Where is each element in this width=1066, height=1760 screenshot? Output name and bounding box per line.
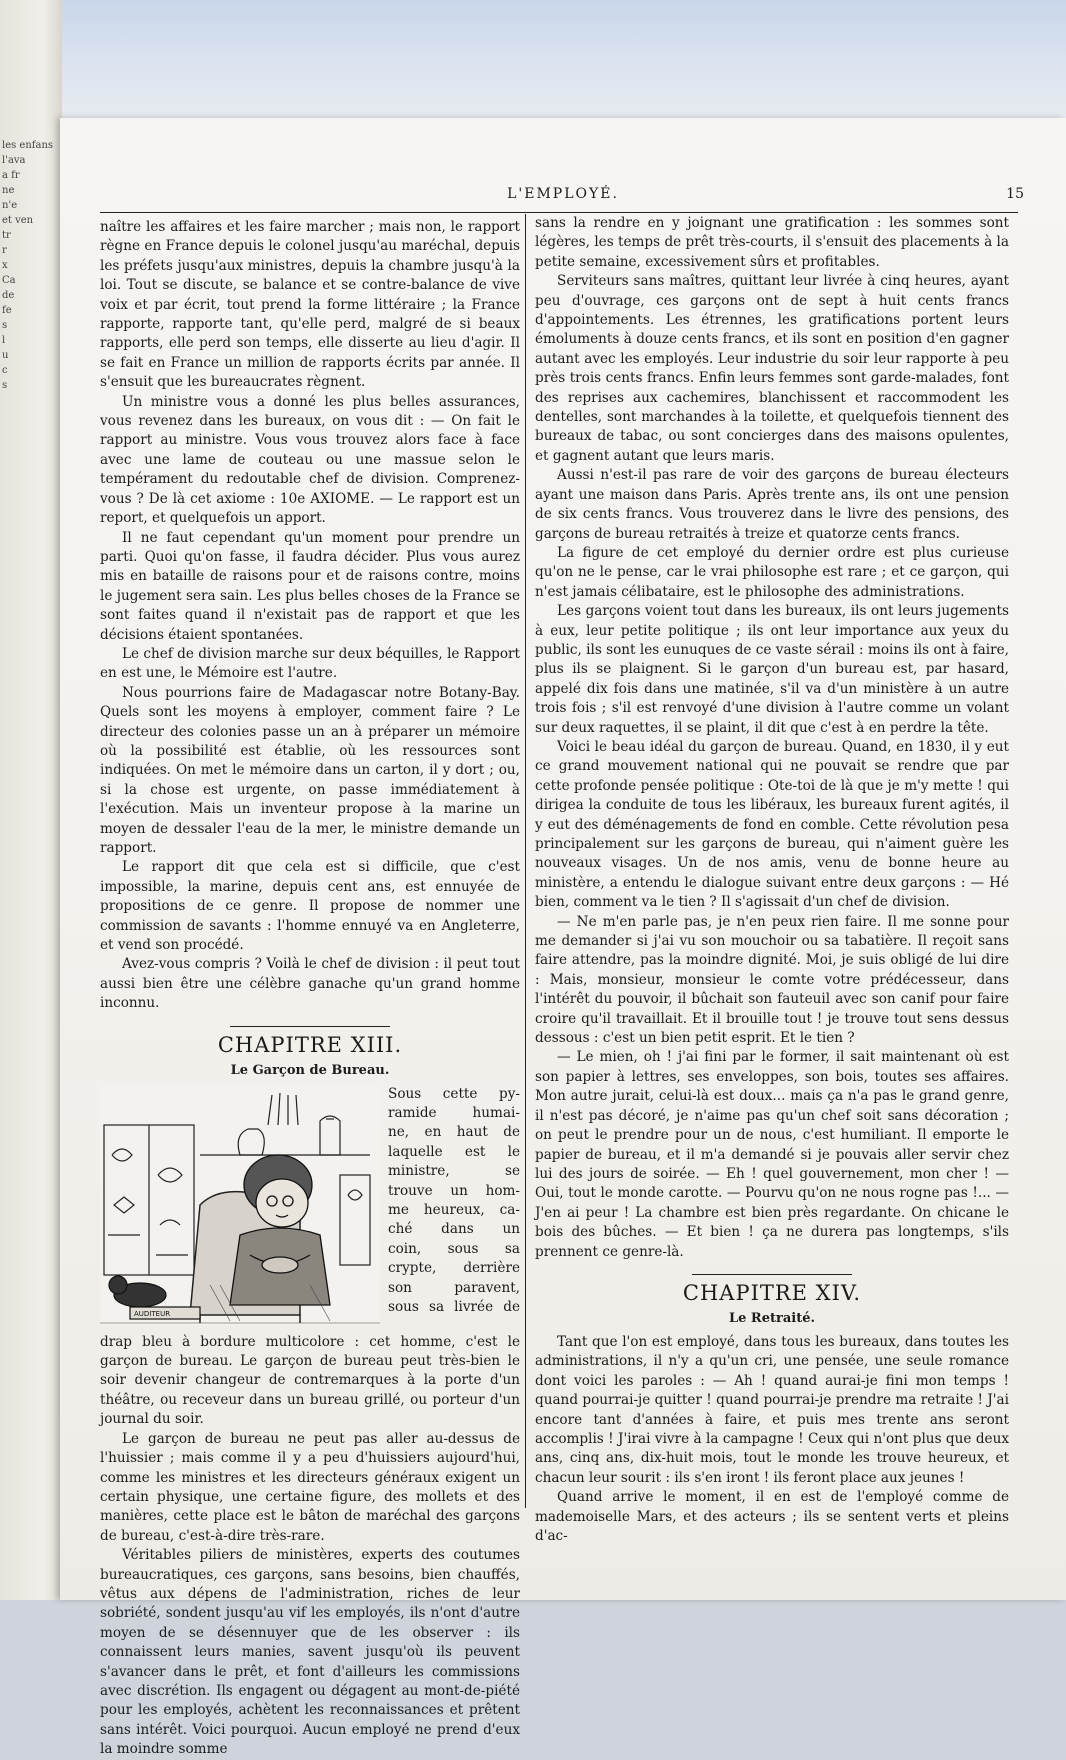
- paragraph: Aussi n'est-il pas rare de voir des garçons de bureau électeurs ayant une maison dans Paris. Après trente ans, ils ont une pension de six cents francs. Vous trouverez dans le livre des pensions, des garçons de bureau retraités à treize et quatorze cents francs.: [535, 467, 1009, 542]
- page-header: [60, 186, 1066, 206]
- previous-page-fragment: c: [2, 365, 8, 376]
- right-column: [535, 214, 1009, 1546]
- text-line: sous sa livrée de: [388, 1298, 520, 1315]
- paragraph: Nous pourrions faire de Madagascar notre Botany-Bay. Quels sont les moyens à employer, comment faire ? Le directeur des colonies passe un an à préparer un mémoire où la possibilité est établie, où les ressources sont indiquées. On met le mémoire dans un carton, il y dort ; ou, si la chose est urgente, on passe immédiatement à l'exécution. Mais un inventeur propose à la marine un moyen de dessaler l'eau de la mer, le ministre demande un rapport.: [100, 684, 520, 856]
- previous-page-fragment: tr: [2, 230, 11, 241]
- previous-page-fragment: de: [2, 290, 15, 301]
- text-line: ramide humai-: [388, 1105, 520, 1122]
- previous-page-fragment: Ca: [2, 275, 16, 286]
- text-line: ne, en haut de: [388, 1124, 520, 1141]
- paragraph: — Ne m'en parle pas, je n'en peux rien faire. Il me sonne pour me demander si j'ai vu son mouchoir ou sa tabatière. Il reçoit sans faire attendre, pas la moindre dignité. Moi, je suis obligé de lui dire : Mais, monsieur, monsieur le comte votre prédécesseur, dans l'intérêt du pouvoir, il bûchait son fauteuil avec son canif pour faire croire qu'il travaillait. Et il brouille tout ! je trouve tout sens dessus dessous : c'est un bien petit esprit. Et le tien ?: [535, 913, 1009, 1047]
- previous-page-fragment: les enfans: [2, 140, 54, 151]
- previous-page-fragment: l'ava: [2, 155, 26, 166]
- text-line: crypte, derrière: [388, 1260, 520, 1277]
- sign-text: AUDITEUR: [134, 1309, 171, 1318]
- text-beside-illustration: [388, 1085, 520, 1318]
- previous-page-fragment: et ven: [2, 215, 34, 226]
- text-line: ministre, se: [388, 1163, 520, 1180]
- paragraph: Le garçon de bureau ne peut pas aller au-dessus de l'huissier ; mais comme il y a peu d'huissiers aujourd'hui, comme les ministres et les directeurs généraux exigent un certain physique, une certaine figure, des mollets et des manières, cette place est le bâton de maréchal des garçons de bureau, c'est-à-dire très-rare.: [100, 1430, 520, 1544]
- text-line: son paravent,: [388, 1279, 520, 1296]
- paragraph: Quand arrive le moment, il en est de l'employé comme de mademoiselle Mars, et des acteurs ; ils se sentent verts et pleins d'ac-: [535, 1489, 1009, 1544]
- paragraph: Le rapport dit que cela est si difficile, que c'est impossible, la marine, depuis cent ans, est ennuyée de propositions de ce genre. Il propose de nommer une commission de savants : l'homme ennuyé va en Angleterre, et vend son procédé.: [100, 859, 520, 954]
- paragraph: drap bleu à bordure multicolore : cet homme, c'est le garçon de bureau. Le garçon de bureau peut très-bien le soir devenir changeur de contremarques à la porte d'un théâtre, ou receveur dans un bureau grillé, ou porteur d'un journal du soir.: [100, 1333, 520, 1428]
- chapter-heading: [100, 1026, 520, 1079]
- book-page: [60, 118, 1066, 1758]
- chapter-rule: [230, 1026, 390, 1027]
- previous-page-fragment: x: [2, 260, 8, 271]
- column-divider: [525, 214, 526, 1508]
- previous-page-fragment: s: [2, 320, 8, 331]
- chapter-title: CHAPITRE XIV.: [682, 1280, 862, 1305]
- chapter-heading: [535, 1274, 1009, 1327]
- paragraph: naître les affaires et les faire marcher ; mais non, le rapport règne en France depuis le colonel jusqu'au maréchal, depuis les préfets jusqu'aux ministres, depuis la chambre jusqu'à la loi. Tout se discute, se balance et se contre-balance de vive voix et par écrit, tout prend la forme littéraire ; la France rapporte, rapporte tant, qu'elle perd, malgré de si beaux rapports, elle perd son temps, elle disserte au lieu d'agir. Il se fait en France un million de rapports écrits par année. Il s'ensuit que les bureaucrates règnent.: [100, 219, 520, 391]
- previous-page-fragment: r: [2, 245, 7, 256]
- previous-page-fragments: [0, 140, 62, 391]
- illustration-block: [100, 1085, 520, 1333]
- paragraph: sans la rendre en y joignant une gratification : les sommes sont légères, les temps de prêt très-courts, il s'ensuit des placements à la petite semaine, excessivement sûrs et profitables.: [535, 215, 1009, 270]
- previous-page-fragment: l: [2, 335, 6, 346]
- text-line: me heureux, ca-: [388, 1202, 520, 1218]
- paragraph: Un ministre vous a donné les plus belles assurances, vous revenez dans les bureaux, on vous dit : — On fait le rapport au ministre. Vous vous trouvez alors face à face avec une lame de couteau ou une massue selon le tempérament du redoutable chef de division. Comprenez-vous ? De là cet axiome : 10e AXIOME. — Le rapport est un report, et quelquefois un apport.: [100, 393, 520, 527]
- paragraph: Véritables piliers de ministères, experts des coutumes bureaucratiques, ces garçons, sans besoins, bien chauffés, vêtus aux dépens de l'administration, riches de leur sobriété, sondent jusqu'au vif les employés, ils n'ont d'autre moyen de se désennuyer que de les observer : ils connaissent leurs manies, savent jusqu'où ils peuvent s'avancer dans le prêt, et font d'ailleurs les commissions avec discrétion. Ils engagent ou dégagent au mont-de-piété pour les employés, achètent les reconnaissances et prêtent sans intérêt. Voici pourquoi. Aucun employé ne prend d'eux la moindre somme: [100, 1547, 520, 1758]
- page-number: 15: [1006, 186, 1024, 202]
- paragraph: — Le mien, oh ! j'ai fini par le former, il sait maintenant où est son papier à lettres, ses enveloppes, son bois, toutes ses affaires. Mon autre jurait, celui-là est doux... mais ça n'a pas le grand genre, il n'est pas décoré, je n'aime pas qu'un chef soit sans décoration ; on peut le prendre pour un de nous, c'est humiliant. Il emporte le papier de bureau, et il m'a demandé si je pouvais aller servir chez lui des jours de soirée. — Eh ! quel gouvernement, mon cher ! — Oui, tout le monde carotte. — Pourvu qu'on ne nous rogne pas !... — J'en ai peur ! La chambre est bien près regardante. On chicane le bois des bûches. — Et bien ! ça ne durera pas longtemps, s'ils prennent ce genre-là.: [535, 1049, 1009, 1260]
- paragraph: Le chef de division marche sur deux béquilles, le Rapport en est une, le Mémoire est l'autre.: [100, 645, 520, 682]
- running-title: L'EMPLOYÉ.: [507, 186, 619, 202]
- paragraph: Avez-vous compris ? Voilà le chef de division : il peut tout aussi bien être une célèbre ganache qu'un grand homme inconnu.: [100, 956, 520, 1012]
- chapter-subtitle: Le Garçon de Bureau.: [230, 1062, 390, 1078]
- header-rule: [100, 212, 1018, 213]
- paragraph: Voici le beau idéal du garçon de bureau. Quand, en 1830, il y eut ce grand mouvement national qui ne pouvait se rendre que par cette profonde pensée politique : Ote-toi de là que je m'y mette ! qui dirigea la conduite de tous les libéraux, les bureaux furent agités, il y eut des déménagements de fond en comble. Cette révolution pesa principalement sur les garçons de bureau, qui n'aiment guère les nouveaux visages. Un de nos amis, venu de bonne heure au ministère, a entendu le dialogue suivant entre deux garçons : — Hé bien, comment va le tien ? Il s'agissait d'un chef de division.: [535, 738, 1009, 911]
- paragraph: Tant que l'on est employé, dans tous les bureaux, dans toutes les administrations, il n'y a qu'un cri, une pensée, une seule romance dont voici les paroles : — Ah ! quand aurai-je fini mon temps ! quand pourrai-je quitter ! quand pourrai-je prendre ma retraite ! J'ai encore tant d'années à faire, et puis mes trente ans seront accomplis ! J'irai vivre à la campagne ! Ceux qui n'ont plus que deux ans, cinq ans, dix-huit mois, tout le monde les trouve heureux, et chacun leur sourit : ils s'en iront ! ils feront place aux jeunes !: [535, 1333, 1009, 1486]
- paragraph: Il ne faut cependant qu'un moment pour prendre un parti. Quoi qu'on fasse, il faudra décider. Plus vous aurez mis en bataille de raisons pour et de raisons contre, moins le jugement sera sain. Les plus belles choses de la France se sont faites quand il n'existait pas de rapport et que les décisions étaient spontanées.: [100, 529, 520, 643]
- chapter-rule: [692, 1274, 852, 1275]
- paragraph: Serviteurs sans maîtres, quittant leur livrée à cinq heures, ayant peu d'ouvrage, ces garçons ont de sept à huit cents francs d'appointements. Les étrennes, les gratifications portent leurs émoluments à douze cents francs, et ils sont en position d'en gagner autant avec les employés. Leur industrie du soir leur rapporte à peu près trois cents francs. Enfin leurs femmes sont garde-malades, font des reprises aux cachemires, blanchissent et raccommodent les dentelles, sont marchandes à la toilette, et quelquefois tiennent des bureaux de tabac, ou sont concierges dans des maisons opulentes, et gagnent autant que leurs maris.: [535, 273, 1009, 464]
- left-column: [100, 218, 520, 1760]
- background-sky: [0, 0, 1066, 130]
- text-line: ché dans un: [388, 1221, 520, 1238]
- previous-page-fragment: fe: [2, 305, 12, 316]
- paragraph: La figure de cet employé du dernier ordre est plus curieuse qu'on ne le pense, car le vrai philosophe est rare ; et ce garçon, qui n'est jamais célibataire, est le philosophe des administrations.: [535, 544, 1009, 600]
- chapter-title: CHAPITRE XIII.: [217, 1032, 403, 1057]
- chapter-subtitle: Le Retraité.: [728, 1310, 816, 1326]
- previous-page-fragment: ne: [2, 185, 15, 196]
- text-line: laquelle est le: [388, 1143, 520, 1160]
- previous-page-fragment: n'e: [2, 200, 18, 211]
- paragraph: Les garçons voient tout dans les bureaux, ils ont leurs jugements à eux, leur petite politique ; ils ont leur importance aux yeux du public, ils sont les eunuques de ce vaste sérail : moins ils ont à faire, plus ils se plaignent. Si le garçon d'un bureau est, par hasard, appelé dix fois dans une matinée, s'il va d'un ministère à un autre trois fois ; s'il est renvoyé d'une division à l'autre comme un volant sur deux raquettes, il se plaint, il dit que c'est à en perdre la tête.: [535, 603, 1009, 736]
- previous-page-fragment: u: [2, 350, 9, 361]
- text-line: coin, sous sa: [388, 1240, 520, 1257]
- text-line: Sous cette py-: [388, 1085, 520, 1102]
- previous-page-fragment: s: [2, 380, 8, 391]
- previous-page-edge: [0, 0, 62, 1600]
- previous-page-fragment: a fr: [2, 170, 20, 181]
- text-line: trouve un hom-: [388, 1182, 520, 1199]
- office-boy-engraving: [100, 1085, 380, 1325]
